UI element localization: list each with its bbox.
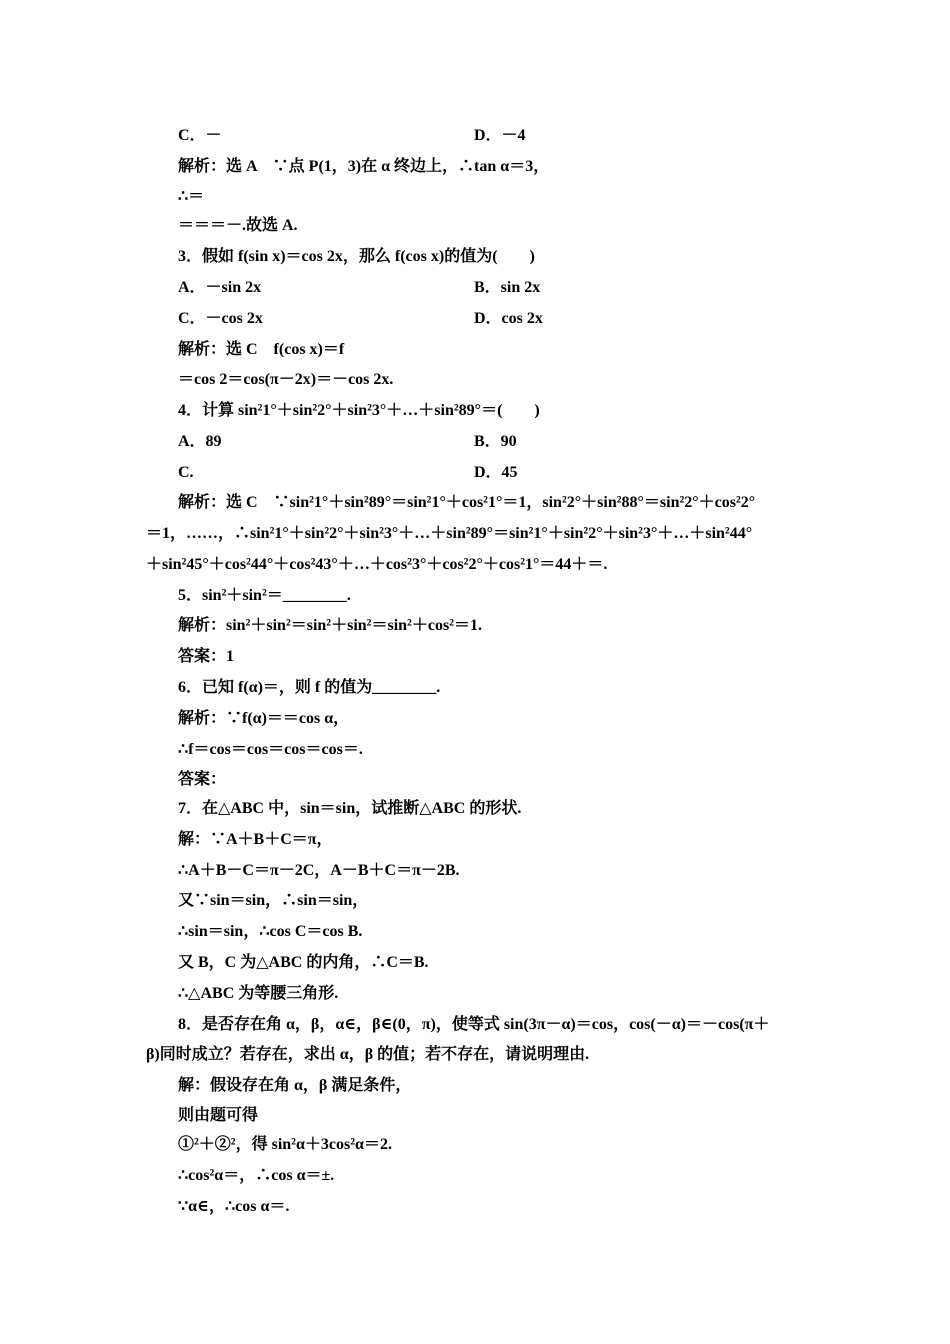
answer-line: 答案： [178, 771, 227, 788]
question-8: 8．是否存在角 α，β，α∈，β∈(0，π)，使等式 sin(3π－α)＝cos，cos(－α)＝－cos(π＋ [178, 1016, 770, 1033]
answer-line: 答案：1 [178, 648, 235, 665]
question-3: 3．假如 f(sin x)＝cos 2x，那么 f(cos x)的值为( ) [178, 248, 535, 265]
option-c: C．－ [178, 127, 222, 144]
solution-line: ∴f＝cos＝cos＝cos＝cos＝. [178, 741, 363, 758]
question-4: 4．计算 sin²1°＋sin²2°＋sin²3°＋…＋sin²89°＝( ) [178, 402, 540, 419]
solution-line: ＝＝＝－.故选 A. [178, 217, 298, 234]
solution-line: ＝cos 2＝cos(π－2x)＝－cos 2x. [178, 371, 394, 388]
question-8-cont: β)同时成立？若存在，求出 α，β 的值；若不存在，请说明理由. [146, 1046, 590, 1063]
solution-line: 则由题可得 [178, 1107, 259, 1124]
option-d: D．45 [474, 464, 518, 481]
solution-line: 解：∵A＋B＋C＝π， [178, 831, 333, 848]
solution-line: 又∵sin＝sin，∴sin＝sin， [178, 892, 369, 909]
solution-line: ＝1，……，∴sin²1°＋sin²2°＋sin²3°＋…＋sin²89°＝sin²1°＋sin²2°＋sin²3°＋…＋sin²44° [146, 525, 753, 542]
solution-line: ∴cos²α＝，∴cos α＝±. [178, 1167, 335, 1184]
option-b: B．sin 2x [474, 279, 541, 296]
solution-line: 解：假设存在角 α，β 满足条件， [178, 1077, 412, 1094]
option-d: D．cos 2x [474, 310, 543, 327]
option-c: C. [178, 464, 194, 481]
solution-line: ∴△ABC 为等腰三角形. [178, 985, 339, 1002]
solution-line: ∵α∈，∴cos α＝. [178, 1198, 290, 1215]
solution-line: 解析：选 C f(cos x)＝f [178, 341, 345, 358]
solution-line: 又 B，C 为△ABC 的内角，∴C＝B. [178, 954, 429, 971]
solution-line: ①²＋②²，得 sin²α＋3cos²α＝2. [178, 1136, 392, 1153]
solution-line: 解析：∵f(α)＝＝cos α， [178, 710, 350, 727]
option-a: A．－sin 2x [178, 279, 262, 296]
option-d: D．－4 [474, 127, 526, 144]
solution-line: 解析：sin²＋sin²＝sin²＋sin²＝sin²＋cos²＝1. [178, 617, 482, 634]
solution-line: ∴sin＝sin，∴cos C＝cos B. [178, 923, 363, 940]
question-6: 6．已知 f(α)＝，则 f 的值为________. [178, 679, 441, 696]
solution-line: 解析：选 A ∵点 P(1，3)在 α 终边上，∴tan α＝3， [178, 158, 550, 175]
solution-line: 解析：选 C ∵sin²1°＋sin²89°＝sin²1°＋cos²1°＝1，sin²2°＋sin²88°＝sin²2°＋cos²2° [178, 494, 756, 511]
option-a: A．89 [178, 433, 222, 450]
solution-line: ＋sin²45°＋cos²44°＋cos²43°＋…＋cos²3°＋cos²2°＋cos²1°＝44＋＝. [146, 556, 608, 573]
option-c: C．－cos 2x [178, 310, 263, 327]
question-7: 7．在△ABC 中，sin＝sin，试推断△ABC 的形状. [178, 800, 522, 817]
question-5: 5．sin²＋sin²＝________. [178, 587, 351, 604]
solution-line: ∴A＋B－C＝π－2C，A－B＋C＝π－2B. [178, 862, 460, 879]
option-b: B．90 [474, 433, 517, 450]
solution-line: ∴＝ [178, 188, 205, 205]
